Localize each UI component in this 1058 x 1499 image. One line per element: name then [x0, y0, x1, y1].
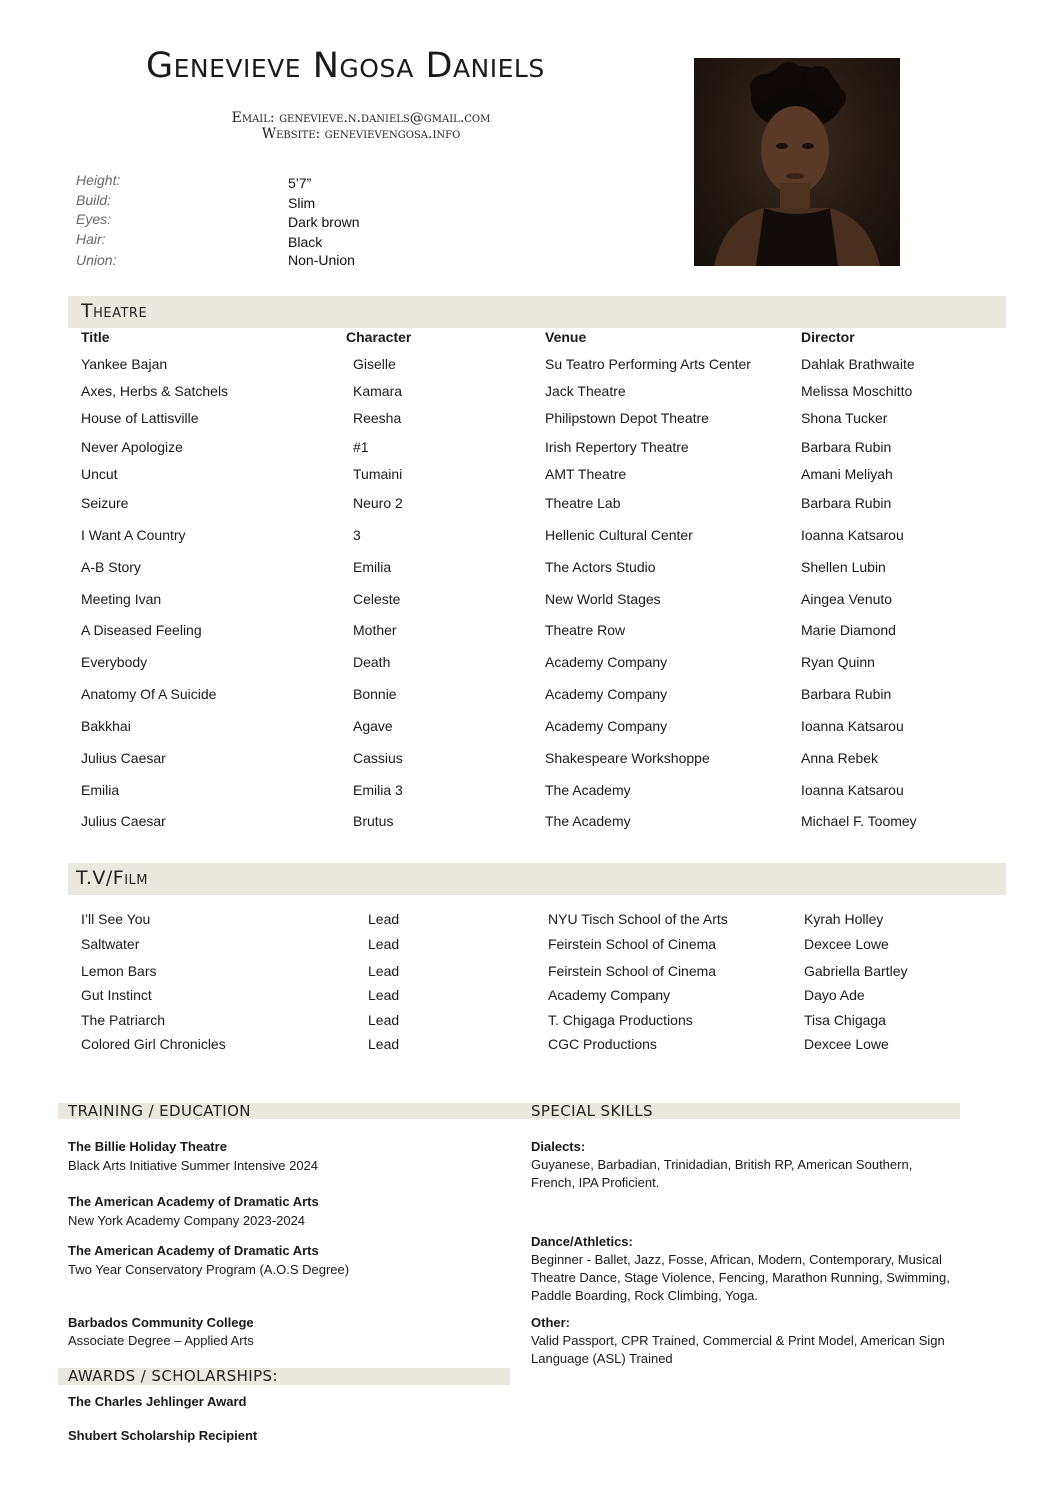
- theatre-cell-venue: Jack Theatre: [545, 383, 626, 399]
- film-cell-title: The Patriarch: [81, 1012, 166, 1028]
- theatre-cell-character: #1: [353, 439, 369, 455]
- stat-value-union: Non-Union: [288, 252, 355, 268]
- stat-value-height: 5’7”: [288, 175, 312, 191]
- film-section-band: [68, 863, 1006, 895]
- theatre-cell-title: Bakkhai: [81, 718, 131, 734]
- awards-section-title: AWARDS / SCHOLARSHIPS:: [68, 1367, 278, 1385]
- theatre-cell-venue: Shakespeare Workshoppe: [545, 750, 710, 766]
- film-cell-director: Dexcee Lowe: [804, 936, 889, 952]
- theatre-cell-character: Celeste: [353, 591, 401, 607]
- training-school: The Billie Holiday Theatre: [68, 1139, 227, 1154]
- training-program: New York Academy Company 2023-2024: [68, 1213, 306, 1228]
- film-cell-director: Gabriella Bartley: [804, 963, 908, 979]
- theatre-cell-director: Anna Rebek: [801, 750, 879, 766]
- theatre-cell-venue: The Academy: [545, 813, 631, 829]
- theatre-cell-director: Ioanna Katsarou: [801, 527, 904, 543]
- theatre-cell-venue: Theatre Lab: [545, 495, 621, 511]
- theatre-cell-title: Julius Caesar: [81, 813, 166, 829]
- theatre-cell-character: Agave: [353, 718, 393, 734]
- headshot-photo: [694, 58, 900, 266]
- film-cell-title: Colored Girl Chronicles: [81, 1036, 226, 1052]
- theatre-cell-character: Death: [353, 654, 391, 670]
- film-cell-production: Feirstein School of Cinema: [548, 963, 717, 979]
- theatre-cell-character: Emilia 3: [353, 782, 403, 798]
- stat-label-eyes: Eyes:: [76, 211, 112, 227]
- theatre-section-title: Theatre: [81, 300, 148, 322]
- website-line: Website: genevievengosa.info: [261, 126, 461, 142]
- film-cell-director: Tisa Chigaga: [804, 1012, 886, 1028]
- training-school: The American Academy of Dramatic Arts: [68, 1243, 319, 1258]
- theatre-cell-director: Melissa Moschitto: [801, 383, 913, 399]
- film-cell-production: NYU Tisch School of the Arts: [548, 911, 728, 927]
- theatre-header-director: Director: [801, 329, 855, 345]
- film-cell-role: Lead: [368, 911, 400, 927]
- theatre-cell-character: Bonnie: [353, 686, 397, 702]
- training-section-title: TRAINING / EDUCATION: [68, 1102, 251, 1120]
- theatre-cell-venue: Irish Repertory Theatre: [545, 439, 689, 455]
- theatre-cell-director: Michael F. Toomey: [801, 813, 917, 829]
- film-cell-director: Dayo Ade: [804, 987, 865, 1003]
- stat-value-build: Slim: [288, 195, 316, 211]
- theatre-cell-character: Neuro 2: [353, 495, 403, 511]
- theatre-cell-venue: Hellenic Cultural Center: [545, 527, 693, 543]
- theatre-cell-title: Uncut: [81, 466, 118, 482]
- theatre-cell-director: Shona Tucker: [801, 410, 888, 426]
- theatre-cell-venue: The Actors Studio: [545, 559, 656, 575]
- theatre-cell-venue: Academy Company: [545, 686, 668, 702]
- theatre-cell-director: Shellen Lubin: [801, 559, 886, 575]
- film-cell-role: Lead: [368, 936, 400, 952]
- theatre-cell-director: Aingea Venuto: [801, 591, 893, 607]
- theatre-cell-title: Everybody: [81, 654, 148, 670]
- film-cell-director: Kyrah Holley: [804, 911, 884, 927]
- stat-label-build: Build:: [76, 192, 112, 208]
- theatre-cell-venue: AMT Theatre: [545, 466, 627, 482]
- film-cell-title: Saltwater: [81, 936, 140, 952]
- training-program: Two Year Conservatory Program (A.O.S Degree): [68, 1262, 350, 1277]
- actor-name: Genevieve Ngosa Daniels: [146, 46, 545, 86]
- skill-heading-dance: Dance/Athletics:: [531, 1234, 633, 1249]
- theatre-cell-venue: Theatre Row: [545, 622, 626, 638]
- theatre-header-character: Character: [346, 329, 412, 345]
- award-item: The Charles Jehlinger Award: [68, 1394, 247, 1409]
- stat-label-height: Height:: [76, 172, 121, 188]
- theatre-cell-title: Never Apologize: [81, 439, 183, 455]
- stat-label-hair: Hair:: [76, 231, 106, 247]
- theatre-cell-character: Brutus: [353, 813, 394, 829]
- theatre-cell-character: Reesha: [353, 410, 402, 426]
- email-line: Email: genevieve.n.daniels@gmail.com: [231, 110, 491, 126]
- theatre-section-band: [68, 296, 1006, 328]
- theatre-cell-director: Ioanna Katsarou: [801, 718, 904, 734]
- theatre-cell-title: A-B Story: [81, 559, 141, 575]
- film-section-title: T.V/Film: [76, 867, 149, 889]
- theatre-cell-character: 3: [353, 527, 361, 543]
- theatre-cell-director: Barbara Rubin: [801, 495, 892, 511]
- theatre-cell-character: Kamara: [353, 383, 403, 399]
- theatre-cell-venue: New World Stages: [545, 591, 661, 607]
- theatre-cell-venue: Philipstown Depot Theatre: [545, 410, 709, 426]
- theatre-cell-character: Giselle: [353, 356, 396, 372]
- skill-heading-dialects: Dialects:: [531, 1139, 586, 1154]
- theatre-cell-title: Yankee Bajan: [81, 356, 168, 372]
- skill-text-dialects: Guyanese, Barbadian, Trinidadian, British RP, American Southern, French, IPA Proficient.: [531, 1157, 913, 1190]
- film-cell-production: T. Chigaga Productions: [548, 1012, 693, 1028]
- theatre-cell-director: Barbara Rubin: [801, 439, 892, 455]
- theatre-cell-director: Marie Diamond: [801, 622, 896, 638]
- film-cell-title: Lemon Bars: [81, 963, 157, 979]
- theatre-cell-director: Dahlak Brathwaite: [801, 356, 915, 372]
- theatre-cell-character: Mother: [353, 622, 397, 638]
- theatre-cell-title: Julius Caesar: [81, 750, 166, 766]
- theatre-cell-title: Seizure: [81, 495, 129, 511]
- award-item: Shubert Scholarship Recipient: [68, 1428, 258, 1443]
- stat-value-hair: Black: [288, 234, 323, 250]
- training-school: Barbados Community College: [68, 1315, 254, 1330]
- training-program: Black Arts Initiative Summer Intensive 2024: [68, 1158, 319, 1173]
- theatre-cell-title: Anatomy Of A Suicide: [81, 686, 217, 702]
- skill-text-dance: Beginner - Ballet, Jazz, Fosse, African, Modern, Contemporary, Musical Theatre Dance, Stage Violence, Fencing, Marathon Running, Swimming, Paddle Boarding, Rock Climbing, Yoga.: [531, 1252, 950, 1303]
- theatre-cell-venue: Academy Company: [545, 654, 668, 670]
- theatre-cell-director: Ioanna Katsarou: [801, 782, 904, 798]
- training-school: The American Academy of Dramatic Arts: [68, 1194, 319, 1209]
- theatre-cell-title: Axes, Herbs & Satchels: [81, 383, 229, 399]
- theatre-cell-title: Emilia: [81, 782, 120, 798]
- skill-text-other: Valid Passport, CPR Trained, Commercial & Print Model, American Sign Language (ASL) Trained: [531, 1333, 945, 1366]
- film-cell-production: CGC Productions: [548, 1036, 657, 1052]
- theatre-cell-title: Meeting Ivan: [81, 591, 162, 607]
- theatre-cell-venue: Academy Company: [545, 718, 668, 734]
- film-cell-production: Feirstein School of Cinema: [548, 936, 717, 952]
- film-cell-title: I’ll See You: [81, 911, 151, 927]
- theatre-cell-character: Tumaini: [353, 466, 403, 482]
- theatre-cell-director: Barbara Rubin: [801, 686, 892, 702]
- film-cell-director: Dexcee Lowe: [804, 1036, 889, 1052]
- theatre-header-title: Title: [81, 329, 110, 345]
- theatre-cell-character: Emilia: [353, 559, 392, 575]
- stat-value-eyes: Dark brown: [288, 214, 360, 230]
- theatre-cell-director: Ryan Quinn: [801, 654, 875, 670]
- stat-label-union: Union:: [76, 252, 117, 268]
- film-cell-role: Lead: [368, 1036, 400, 1052]
- theatre-cell-title: House of Lattisville: [81, 410, 199, 426]
- film-cell-role: Lead: [368, 1012, 400, 1028]
- theatre-cell-title: A Diseased Feeling: [81, 622, 202, 638]
- theatre-cell-venue: Su Teatro Performing Arts Center: [545, 356, 751, 372]
- skill-heading-other: Other:: [531, 1315, 570, 1330]
- film-cell-title: Gut Instinct: [81, 987, 152, 1003]
- theatre-cell-venue: The Academy: [545, 782, 631, 798]
- training-program: Associate Degree – Applied Arts: [68, 1333, 254, 1348]
- theatre-cell-character: Cassius: [353, 750, 403, 766]
- skills-section-title: SPECIAL SKILLS: [531, 1102, 653, 1120]
- theatre-header-venue: Venue: [545, 329, 587, 345]
- theatre-cell-title: I Want A Country: [81, 527, 186, 543]
- theatre-cell-director: Amani Meliyah: [801, 466, 893, 482]
- film-cell-role: Lead: [368, 963, 400, 979]
- film-cell-production: Academy Company: [548, 987, 671, 1003]
- film-cell-role: Lead: [368, 987, 400, 1003]
